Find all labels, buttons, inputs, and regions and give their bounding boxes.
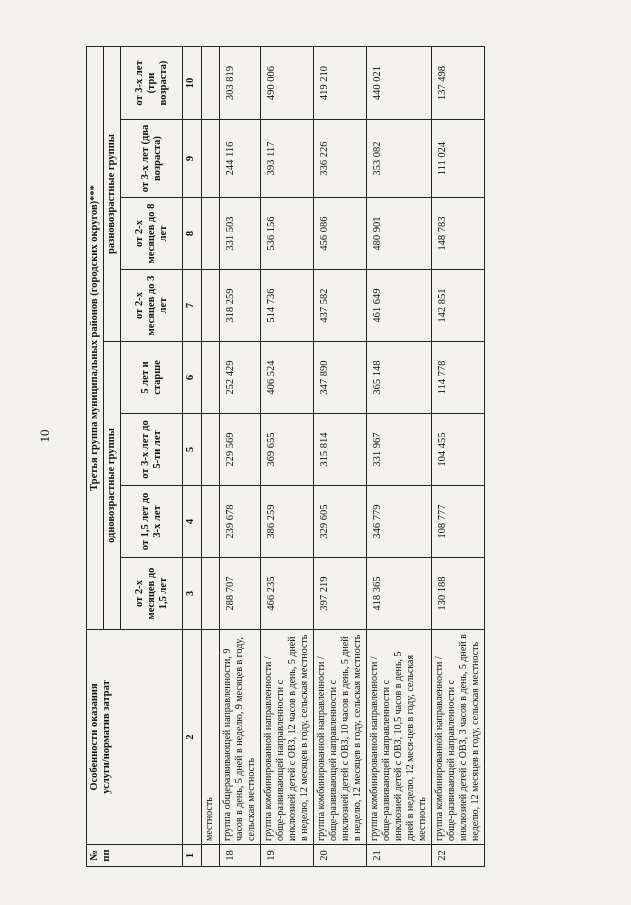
table-row xyxy=(314,47,367,867)
table-row xyxy=(367,47,432,867)
header-age-col: от 2-х месяцев до 8 лет xyxy=(121,198,183,270)
continuation-row xyxy=(202,47,220,867)
row-number: 19 xyxy=(261,845,314,867)
cell-value: 461 649 xyxy=(367,270,432,342)
cell-value: 288 707 xyxy=(220,558,261,630)
row-description: группа комбинированной направленности / обще-развивающей направленности с инклюзией детей с ОВЗ, 10 часов в день, 5 дней в неделю, 12 месяцев в году, сельская местность xyxy=(314,630,367,845)
cell-value: 336 226 xyxy=(314,120,367,198)
row-description: группа комбинированной направленности / обще-развивающей направленности с инклюзией детей с ОВЗ, 12 часов в день, 5 дней в неделю, 12 месяцев в году, сельская местность xyxy=(261,630,314,845)
cell-value: 440 021 xyxy=(367,47,432,120)
cell-value: 386 259 xyxy=(261,486,314,558)
header-mixed-age: разновозрастные группы xyxy=(104,47,121,342)
cell-value: 456 086 xyxy=(314,198,367,270)
cell-value: 437 582 xyxy=(314,270,367,342)
column-number: 10 xyxy=(183,47,202,120)
page-number: 10 xyxy=(37,429,52,443)
column-number: 3 xyxy=(183,558,202,630)
cell-value: 406 524 xyxy=(261,342,314,414)
cell-value: 303 819 xyxy=(220,47,261,120)
cost-norms-table xyxy=(86,46,485,867)
cell-value: 239 678 xyxy=(220,486,261,558)
cell-value: 104 455 xyxy=(432,414,485,486)
cell-value: 229 569 xyxy=(220,414,261,486)
cell-value: 331 503 xyxy=(220,198,261,270)
table-row xyxy=(220,47,261,867)
header-age-col: от 3-х лет (два возраста) xyxy=(121,120,183,198)
cell-value: 490 006 xyxy=(261,47,314,120)
cell-value: 369 655 xyxy=(261,414,314,486)
cell-value: 480 901 xyxy=(367,198,432,270)
column-number: 5 xyxy=(183,414,202,486)
column-number: 7 xyxy=(183,270,202,342)
header-same-age: одновозрастные группы xyxy=(104,342,121,630)
table-row xyxy=(261,47,314,867)
header-features: Особенности оказания услуги/норматив затрат xyxy=(87,630,183,845)
column-number: 4 xyxy=(183,486,202,558)
cell-value: 111 024 xyxy=(432,120,485,198)
row-description: группа комбинированной направленности / обще-развивающей направленности с инклюзией детей с ОВЗ, 10,5 часов в день, 5 дней в неделю, 12 меся-цев в году, сельская местность xyxy=(367,630,432,845)
header-age-col: 5 лет и старше xyxy=(121,342,183,414)
cell-value: 318 259 xyxy=(220,270,261,342)
header-age-col: от 3-х лет (три возраста) xyxy=(121,47,183,120)
row-number: 22 xyxy=(432,845,485,867)
table-row xyxy=(432,47,485,867)
cell-value: 393 117 xyxy=(261,120,314,198)
cell-value: 365 148 xyxy=(367,342,432,414)
cell-value: 329 605 xyxy=(314,486,367,558)
cell-value: 418 365 xyxy=(367,558,432,630)
header-no: № пп xyxy=(87,845,183,867)
cell-value: 353 082 xyxy=(367,120,432,198)
continuation-text: местность xyxy=(202,630,220,845)
cell-value: 315 814 xyxy=(314,414,367,486)
cell-value: 419 210 xyxy=(314,47,367,120)
row-description: группа комбинированной направленности / обще-развивающей направленности с инклюзией детей с ОВЗ, 3 часов в день, 5 дней в неделю, 12 месяцев в году, сельская местность xyxy=(432,630,485,845)
header-age-col: от 2-х месяцев до 3 лет xyxy=(121,270,183,342)
header-age-col: от 1,5 лет до 3-х лет xyxy=(121,486,183,558)
row-description: группа общеразвивающей направленности, 9 часов в день, 5 дней в неделю, 9 месяцев в году, сельская местность xyxy=(220,630,261,845)
header-age-col: от 3-х лет до 5-ти лет xyxy=(121,414,183,486)
row-number: 20 xyxy=(314,845,367,867)
cell-value: 142 851 xyxy=(432,270,485,342)
cell-value: 466 235 xyxy=(261,558,314,630)
cell-value: 137 498 xyxy=(432,47,485,120)
rotated-table-container xyxy=(86,47,482,867)
column-number: 8 xyxy=(183,198,202,270)
cell-value: 244 116 xyxy=(220,120,261,198)
column-numbers-row xyxy=(183,47,202,867)
cell-value: 347 890 xyxy=(314,342,367,414)
column-number: 9 xyxy=(183,120,202,198)
cell-value: 108 777 xyxy=(432,486,485,558)
header-age-col: от 2-х месяцев до 1,5 лет xyxy=(121,558,183,630)
cell-value: 130 188 xyxy=(432,558,485,630)
cell-value: 536 156 xyxy=(261,198,314,270)
cell-value: 252 429 xyxy=(220,342,261,414)
column-number: 1 xyxy=(183,845,202,867)
row-number: 18 xyxy=(220,845,261,867)
cell-value: 114 778 xyxy=(432,342,485,414)
cell-value: 397 219 xyxy=(314,558,367,630)
cell-value: 331 967 xyxy=(367,414,432,486)
header-group-title: Третья группа муниципальных районов (городских округов)*** xyxy=(87,47,104,630)
column-number: 2 xyxy=(183,630,202,845)
cell-value: 346 779 xyxy=(367,486,432,558)
column-number: 6 xyxy=(183,342,202,414)
row-number: 21 xyxy=(367,845,432,867)
cell-value: 148 783 xyxy=(432,198,485,270)
cell-value: 514 736 xyxy=(261,270,314,342)
